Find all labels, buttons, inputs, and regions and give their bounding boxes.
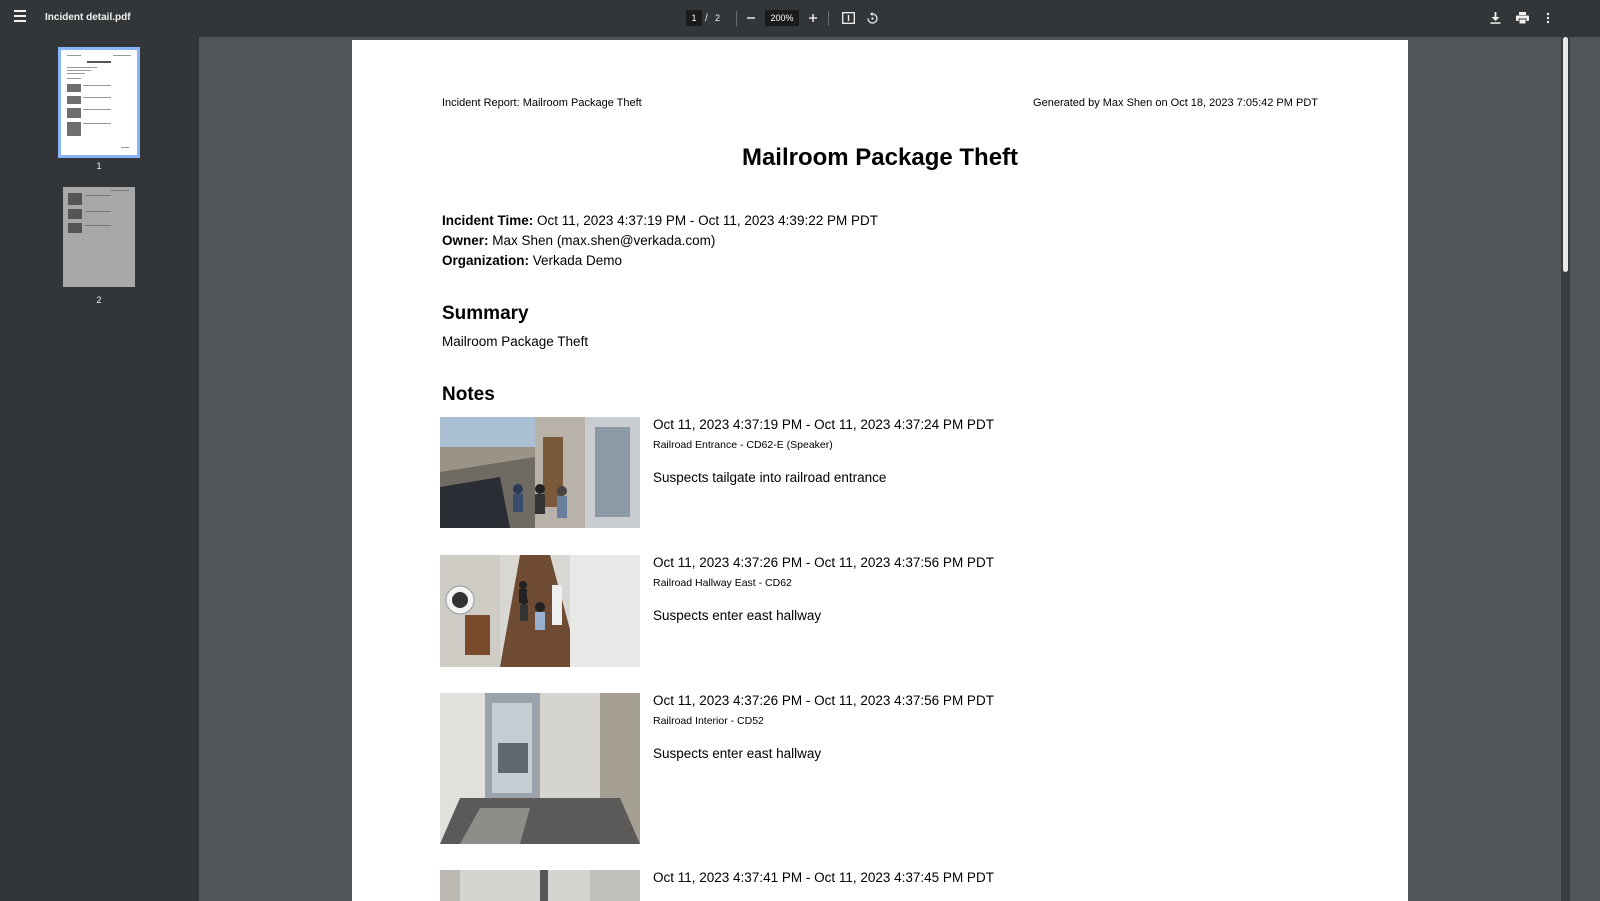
note-description: Suspects enter east hallway (653, 608, 822, 623)
page-thumbnail-1[interactable] (61, 50, 137, 155)
camera-snapshot (440, 870, 640, 901)
note-time: Oct 11, 2023 4:37:26 PM - Oct 11, 2023 4:37:56 PM PDT (653, 693, 994, 708)
thumbnail-label-2: 2 (96, 295, 102, 305)
owner-row (442, 233, 715, 248)
thumb-line (85, 225, 111, 226)
thumb-line (83, 85, 111, 86)
more-vert-icon[interactable] (1538, 8, 1558, 28)
note-camera: Railroad Hallway East - CD62 (653, 577, 792, 589)
note-time: Oct 11, 2023 4:37:19 PM - Oct 11, 2023 4:37:24 PM PDT (653, 417, 994, 432)
thumb-line (67, 55, 81, 56)
thumb-line (67, 73, 85, 74)
toolbar-divider (828, 11, 829, 26)
thumb-line (111, 190, 129, 191)
thumb-image (67, 96, 81, 104)
thumb-line (67, 78, 81, 79)
document-title: Incident detail.pdf (45, 12, 131, 23)
thumb-line (85, 195, 111, 196)
camera-snapshot (440, 417, 640, 528)
owner-value: Max Shen (max.shen@verkada.com) (492, 233, 716, 248)
minus-icon[interactable] (741, 8, 761, 28)
report-title: Mailroom Package Theft (741, 144, 1019, 171)
incident-time-value: Oct 11, 2023 4:37:19 PM - Oct 11, 2023 4:39:22 PM PDT (537, 213, 878, 228)
thumb-line (83, 123, 111, 124)
thumb-line (83, 109, 111, 110)
notes-heading: Notes (442, 384, 495, 405)
camera-snapshot (440, 555, 640, 667)
thumbnail-label-1: 1 (96, 161, 102, 171)
thumb-line (67, 67, 97, 68)
plus-icon[interactable] (803, 8, 823, 28)
incident-time-label: Incident Time: (442, 213, 534, 228)
download-icon[interactable] (1485, 8, 1505, 28)
page-separator: / (705, 13, 708, 24)
page-header-right: Generated by Max Shen on Oct 18, 2023 7:05:42 PM PDT (1033, 97, 1318, 109)
owner-label: Owner: (442, 233, 489, 248)
rotate-icon[interactable] (862, 8, 882, 28)
summary-text: Mailroom Package Theft (442, 334, 589, 349)
thumb-image (68, 223, 82, 233)
pdf-toolbar (0, 0, 1600, 37)
camera-snapshot (440, 693, 640, 844)
menu-icon[interactable] (14, 10, 32, 26)
thumbnail-sidebar (0, 37, 199, 901)
page-number-input[interactable]: 1 (686, 10, 702, 26)
print-icon[interactable] (1512, 8, 1532, 28)
scrollbar-thumb[interactable] (1563, 37, 1568, 272)
thumb-line (121, 147, 129, 148)
page-header-left: Incident Report: Mailroom Package Theft (442, 97, 642, 109)
thumb-image (67, 122, 81, 136)
thumb-line (67, 70, 91, 71)
page-thumbnail-2[interactable] (63, 187, 135, 287)
pdf-viewer[interactable] (199, 37, 1600, 901)
note-camera: Railroad Interior - CD52 (653, 715, 764, 727)
note-description: Suspects enter east hallway (653, 746, 822, 761)
note-time: Oct 11, 2023 4:37:41 PM - Oct 11, 2023 4:37:45 PM PDT (653, 870, 994, 885)
organization-row (442, 253, 622, 268)
zoom-input[interactable]: 200% (765, 10, 799, 26)
note-camera: Railroad Entrance - CD62-E (Speaker) (653, 439, 833, 451)
thumb-image (68, 193, 82, 205)
note-time: Oct 11, 2023 4:37:26 PM - Oct 11, 2023 4:37:56 PM PDT (653, 555, 994, 570)
summary-heading: Summary (442, 303, 529, 324)
thumb-line (87, 61, 111, 63)
thumb-line (85, 211, 111, 212)
toolbar-divider (736, 11, 737, 26)
pdf-page (352, 40, 1408, 901)
note-description: Suspects tailgate into railroad entrance (653, 470, 887, 485)
organization-value: Verkada Demo (532, 253, 623, 268)
page-total: 2 (715, 13, 721, 23)
incident-time-row (442, 213, 878, 228)
organization-label: Organization: (442, 253, 529, 268)
thumb-line (83, 97, 111, 98)
fit-page-icon[interactable] (838, 8, 858, 28)
thumb-image (68, 209, 82, 219)
thumb-image (67, 84, 81, 92)
thumb-image (67, 108, 81, 118)
thumb-line (113, 55, 131, 56)
